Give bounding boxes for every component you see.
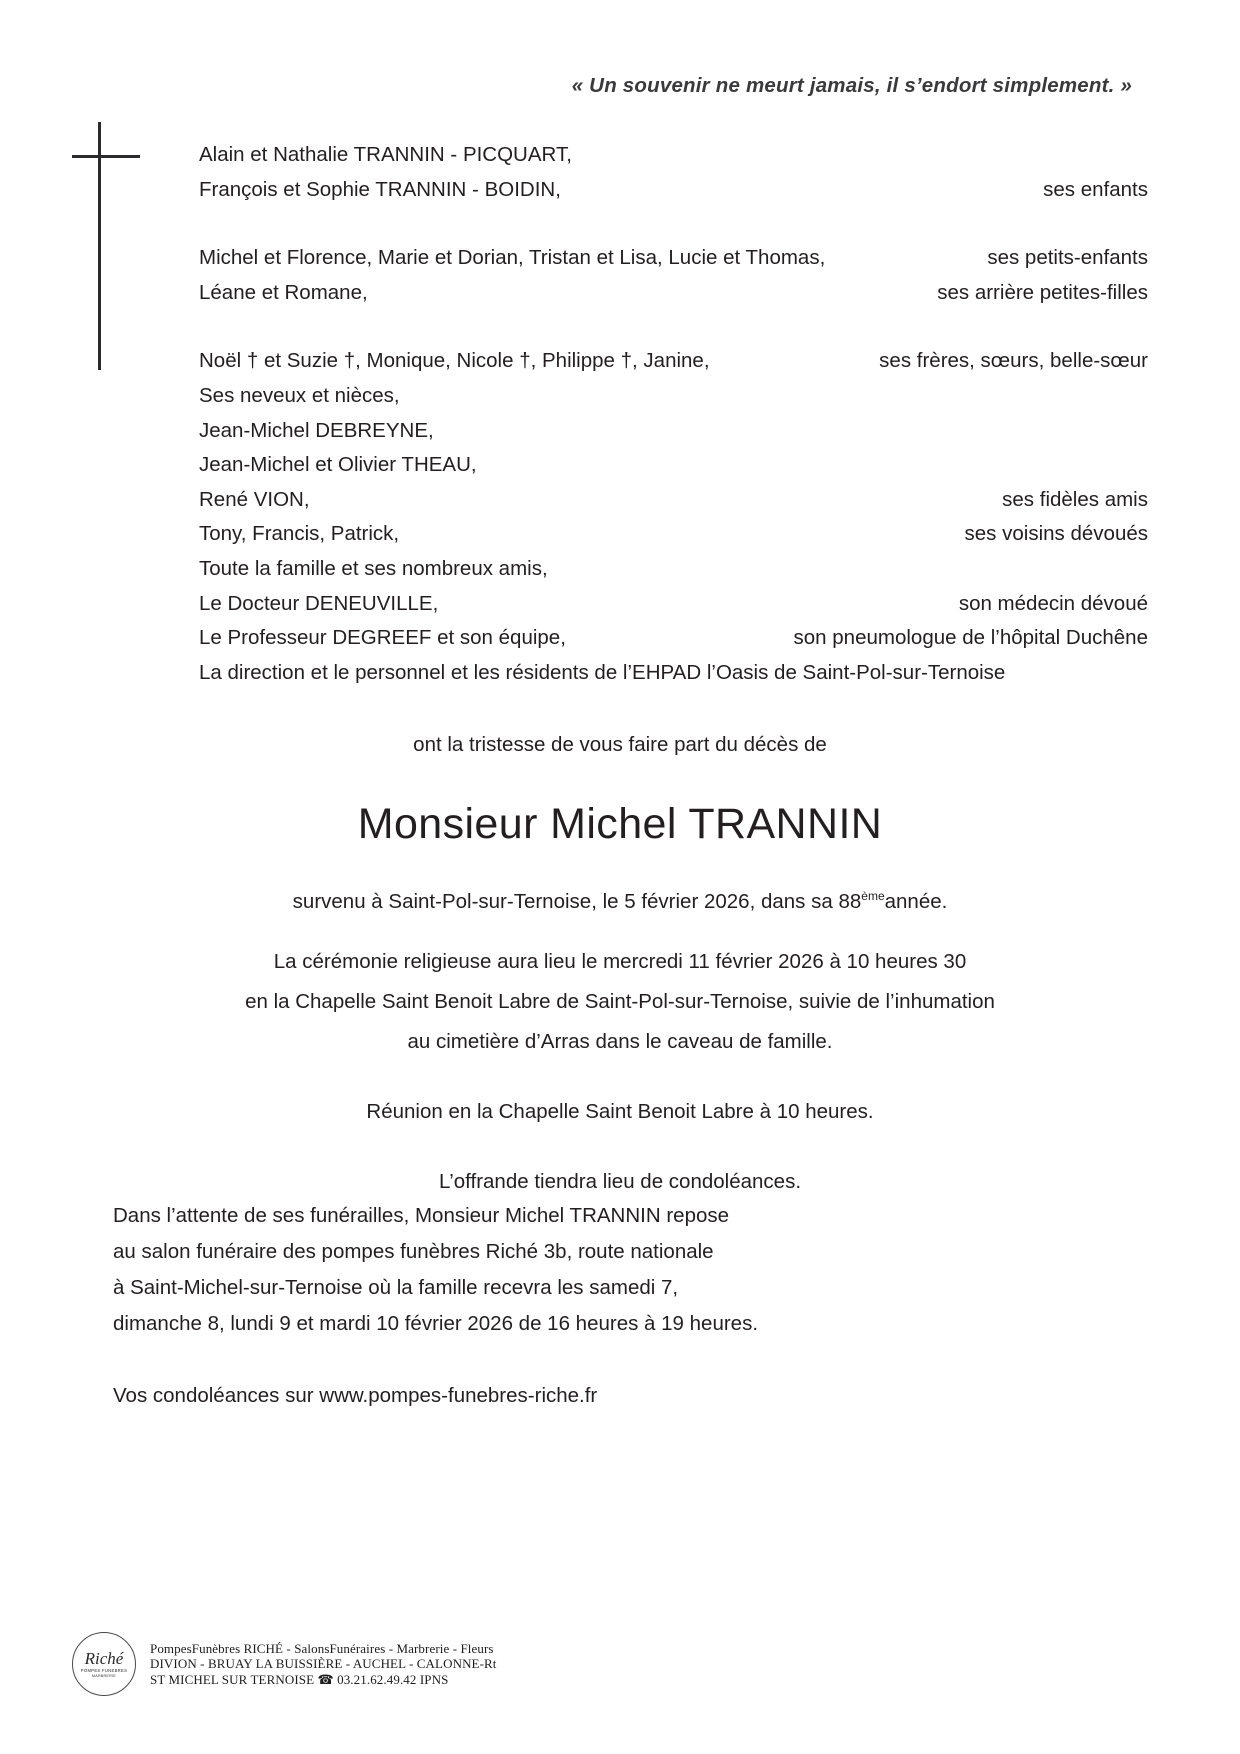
- death-suffix: année.: [884, 889, 948, 913]
- offering-info: L’offrande tiendra lieu de condoléances.: [438, 1169, 802, 1193]
- family-relation: son pneumologue de l’hôpital Duchêne: [793, 626, 1148, 650]
- footer-line-2: DIVION - BRUAY LA BUISSIÈRE - AUCHEL - CALONNE-Rt: [150, 1656, 497, 1672]
- family-list: [199, 138, 1148, 690]
- family-line: [199, 241, 1148, 276]
- family-names: Ses neveux et nièces,: [199, 383, 400, 407]
- family-names: Noël † et Suzie †, Monique, Nicole †, Philippe †, Janine,: [199, 349, 710, 373]
- ceremony-line-3: au cimetière d’Arras dans le caveau de famille.: [407, 1029, 833, 1053]
- family-line: [199, 621, 1148, 656]
- deceased-name: Monsieur Michel TRANNIN: [357, 800, 883, 848]
- family-line: [199, 552, 1148, 587]
- announcement-block: [92, 728, 1148, 1202]
- cross-horizontal-bar: [72, 155, 140, 158]
- family-names: Léane et Romane,: [199, 280, 368, 304]
- riche-logo-icon: [72, 1632, 136, 1696]
- family-line: [199, 138, 1148, 173]
- memorial-quote: « Un souvenir ne meurt jamais, il s’endort simplement. »: [571, 74, 1132, 97]
- family-names: Le Docteur DENEUVILLE,: [199, 591, 439, 615]
- announcement-lead: ont la tristesse de vous faire part du décès de: [413, 733, 827, 756]
- family-line: [199, 276, 1148, 311]
- family-line: [199, 517, 1148, 552]
- family-spacer: [199, 207, 1148, 241]
- visiting-line-1: Dans l’attente de ses funérailles, Monsieur Michel TRANNIN repose: [113, 1204, 730, 1227]
- cross-vertical-bar: [98, 122, 101, 370]
- death-prefix: survenu à Saint-Pol-sur-Ternoise, le 5 février 2026, dans sa 88: [292, 889, 862, 913]
- family-line: [199, 483, 1148, 518]
- family-line: [199, 587, 1148, 622]
- family-relation: ses enfants: [1043, 177, 1148, 201]
- family-relation: ses fidèles amis: [1002, 487, 1148, 511]
- visiting-line-4: dimanche 8, lundi 9 et mardi 10 février 2026 de 16 heures à 19 heures.: [113, 1312, 759, 1335]
- family-names: Michel et Florence, Marie et Dorian, Tristan et Lisa, Lucie et Thomas,: [199, 246, 826, 270]
- family-line: [199, 448, 1148, 483]
- cross-icon: [72, 122, 140, 370]
- family-names: Jean-Michel DEBREYNE,: [199, 418, 434, 442]
- visiting-line-3: à Saint-Michel-sur-Ternoise où la famille recevra les samedi 7,: [113, 1276, 679, 1299]
- family-relation: ses voisins dévoués: [964, 522, 1148, 546]
- visiting-line-2: au salon funéraire des pompes funèbres Riché 3b, route nationale: [113, 1240, 714, 1263]
- family-relation: ses petits-enfants: [987, 246, 1148, 270]
- logo-name: Riché: [84, 1648, 124, 1668]
- footer-line-1: PompesFunèbres RICHÉ - SalonsFunéraires - Marbrerie - Fleurs: [150, 1640, 494, 1656]
- family-names: René VION,: [199, 487, 310, 511]
- family-relation: ses arrière petites-filles: [937, 280, 1148, 304]
- family-names: La direction et le personnel et les résidents de l’EHPAD l’Oasis de Saint-Pol-sur-Ternoise: [199, 660, 1006, 684]
- family-spacer: [199, 310, 1148, 344]
- family-names: Alain et Nathalie TRANNIN - PICQUART,: [199, 143, 572, 166]
- ceremony-line-2: en la Chapelle Saint Benoit Labre de Saint-Pol-sur-Ternoise, suivie de l’inhumation: [245, 989, 995, 1013]
- family-line: [199, 414, 1148, 449]
- reunion-info: Réunion en la Chapelle Saint Benoit Labre à 10 heures.: [366, 1099, 874, 1123]
- death-ordinal-suffix: ème: [861, 889, 885, 903]
- visiting-info: [113, 1198, 1148, 1414]
- ceremony-details: [92, 942, 1148, 1062]
- family-names: Toute la famille et ses nombreux amis,: [199, 556, 548, 580]
- family-line: [199, 173, 1148, 208]
- family-names: Tony, Francis, Patrick,: [199, 522, 400, 546]
- footer-contact-info: [150, 1641, 497, 1688]
- family-relation: ses frères, sœurs, belle-sœur: [879, 349, 1148, 373]
- condolences-link-text[interactable]: Vos condoléances sur www.pompes-funebres-riche.fr: [113, 1384, 598, 1407]
- footer-line-3: ST MICHEL SUR TERNOISE ☎ 03.21.62.49.42 IPNS: [150, 1671, 449, 1687]
- family-line: [199, 344, 1148, 379]
- family-names: Jean-Michel et Olivier THEAU,: [199, 453, 477, 477]
- family-line: [199, 379, 1148, 414]
- logo-subtitle-2: MARBRERIE: [91, 1673, 117, 1678]
- footer: [72, 1632, 497, 1696]
- logo-subtitle: POMPES FUNEBRES: [80, 1667, 128, 1673]
- family-names: François et Sophie TRANNIN - BOIDIN,: [199, 177, 561, 201]
- family-names: Le Professeur DEGREEF et son équipe,: [199, 626, 566, 650]
- family-line: [199, 656, 1148, 691]
- death-details: [92, 889, 1148, 914]
- ceremony-line-1: La cérémonie religieuse aura lieu le mercredi 11 février 2026 à 10 heures 30: [273, 949, 967, 973]
- family-relation: son médecin dévoué: [958, 591, 1148, 615]
